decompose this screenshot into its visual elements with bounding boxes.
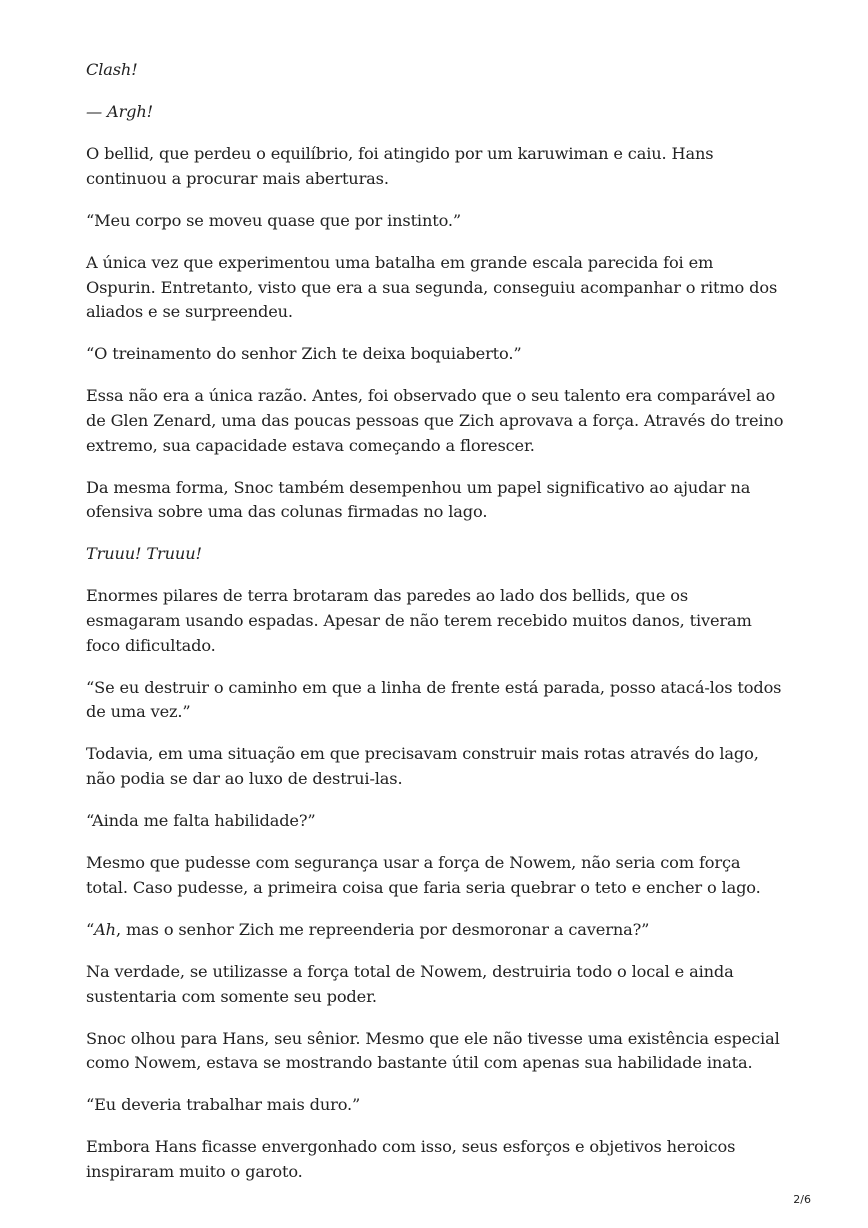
paragraph: O bellid, que perdeu o equilíbrio, foi atingido por um karuwiman e caiu. Hans continuou a procurar mais aberturas. <box>86 144 714 188</box>
emphasis-text: Ah <box>94 919 116 939</box>
paragraph: Mesmo que pudesse com segurança usar a força de Nowem, não seria com força total. Caso pudesse, a primeira coisa que faria seria quebrar o teto e encher o lago. <box>86 853 761 897</box>
paragraph: Snoc olhou para Hans, seu sênior. Mesmo que ele não tivesse uma existência especial como Nowem, estava se mostrando bastante útil com apenas sua habilidade inata. <box>86 1028 780 1073</box>
paragraph-dialogue: “Se eu destruir o caminho em que a linha de frente está parada, posso atacá-los todos de uma vez.” <box>86 677 782 722</box>
paragraph: Essa não era a única razão. Antes, foi observado que o seu talento era comparável ao de Glen Zenard, uma das poucas pessoas que Zich aprovava a força. Através do treino extremo, sua capacidade estava começando a florescer. <box>86 386 784 455</box>
paragraph-sound-effect: Clash! <box>86 60 138 79</box>
paragraph-dialogue: “O treinamento do senhor Zich te deixa boquiaberto.” <box>86 344 522 364</box>
paragraph: A única vez que experimentou uma batalha em grande escala parecida foi em Ospurin. Entretanto, visto que era a sua segunda, conseguiu acompanhar o ritmo dos aliados e se surpreendeu. <box>86 252 778 322</box>
quote-open: “ <box>86 919 95 939</box>
dialogue-text: , mas o senhor Zich me repreenderia por desmoronar a caverna?” <box>115 919 650 939</box>
paragraph: Na verdade, se utilizasse a força total de Nowem, destruiria todo o local e ainda sustentaria com somente seu poder. <box>86 961 734 1006</box>
paragraph-dialogue: “Ainda me falta habilidade?” <box>86 811 316 831</box>
paragraph: Todavia, em uma situação em que precisavam construir mais rotas através do lago, não podia se dar ao luxo de destrui-las. <box>86 744 759 788</box>
paragraph-dialogue: “Meu corpo se moveu quase que por instinto.” <box>86 210 462 230</box>
paragraph-dialogue: “Eu deveria trabalhar mais duro.” <box>86 1095 361 1115</box>
paragraph: Da mesma forma, Snoc também desempenhou um papel significativo ao ajudar na ofensiva sobre uma das colunas firmadas no lago. <box>86 477 751 522</box>
page-number: 2/6 <box>793 1193 811 1206</box>
paragraph: Enormes pilares de terra brotaram das paredes ao lado dos bellids, que os esmagaram usando espadas. Apesar de não terem recebido muitos danos, tiveram foco dificultado. <box>86 586 752 655</box>
paragraph-exclamation: — Argh! <box>86 102 154 122</box>
paragraph-dialogue <box>86 918 786 943</box>
paragraph: Embora Hans ficasse envergonhado com isso, seus esforços e objetivos heroicos inspiraram muito o garoto. <box>86 1137 736 1181</box>
document-body <box>86 58 786 1202</box>
paragraph-sound-effect: Truuu! Truuu! <box>86 544 202 564</box>
